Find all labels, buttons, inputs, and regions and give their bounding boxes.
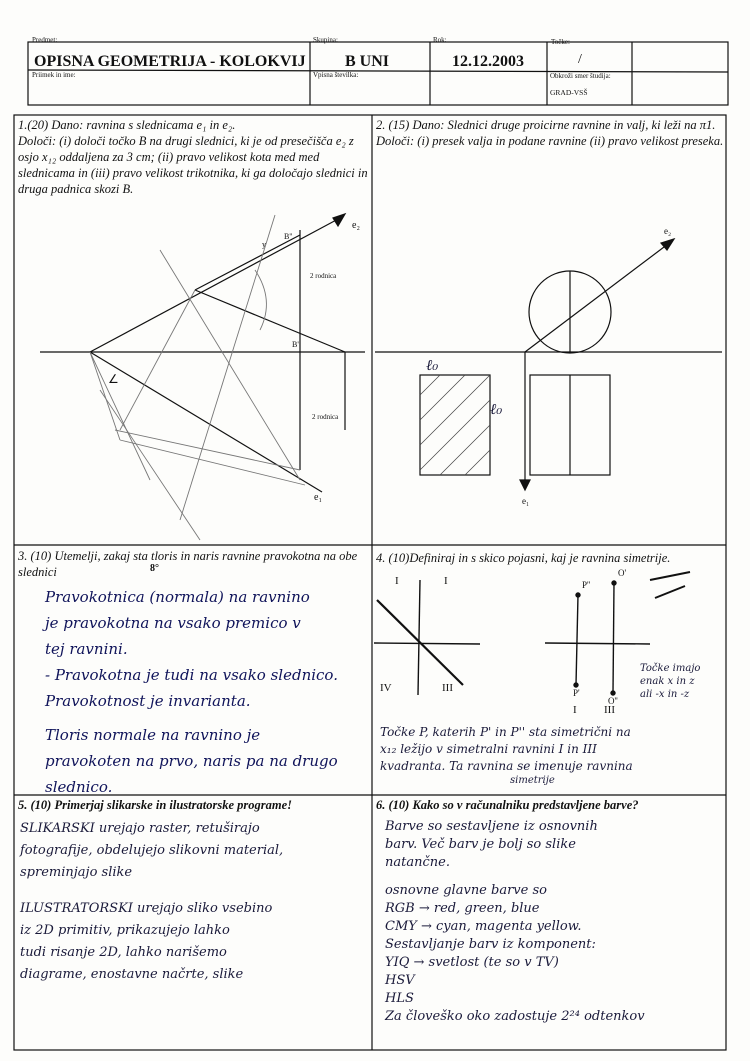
answer-5 [20,818,370,986]
label-point: O'' [608,696,618,706]
label-angle: ∠ [108,372,119,386]
answer-line: spreminjajo slike [20,865,133,880]
answer-4 [380,724,633,787]
answer-line: pravokoten na prvo, naris pa na drugo [45,752,338,770]
note-line: enak x in z [640,676,695,687]
group: B UNI [345,53,390,70]
label-quadrant: III [604,704,615,716]
label-quadrant: I [573,704,577,716]
course: GRAD-VSŠ [550,88,588,97]
label-point: P'' [582,580,591,590]
answer-line: simetrije [510,775,555,786]
course-label: Obkroži smer študija: [550,72,611,80]
subject-label: Predmet: [32,36,58,44]
answer-line: slednico. [45,778,113,796]
question-3: 3. (10) Utemelji, zakaj sta tloris in naris ravnine pravokotna na obe slednici [18,549,358,579]
term-label: Rok: [433,36,447,44]
label-e1: e₁ [314,492,322,503]
answer-line: Za človeško oko zadostuje 2²⁴ odtenkov [385,1009,645,1024]
label-e2: e₂ [352,220,360,231]
label-b2: B'' [284,232,293,241]
label-quadrant: IV [380,682,392,694]
answer-line: SLIKARSKI urejajo raster, retuširajo [20,821,260,836]
answer-line: fotografije, obdelujejo slikovni material, [20,843,284,858]
answer-line: Pravokotnost je invarianta. [45,692,251,710]
question-4: 4. (10)Definiraj in s skico pojasni, kaj je ravnina simetrije. [376,551,671,565]
label-point: O' [618,568,627,578]
answer-line: RGB → red, green, blue [385,901,540,916]
answer-line: kvadranta. Ta ravnina se imenuje ravnina [380,759,633,773]
label-e1: e₁ [522,496,530,506]
answer-line: iz 2D primitiv, prikazujejo lahko [20,923,230,938]
answer-line: osnovne glavne barve so [385,883,547,898]
label-quadrant: I [444,575,448,587]
note-line: ali -x in -z [640,689,690,700]
answer-line: barv. Več barv je bolj so slike [385,837,576,852]
answer-line: Pravokotnica (normala) na ravnino [45,588,310,606]
answer-6 [385,818,725,1026]
side-note [640,662,700,701]
question-6: 6. (10) Kako so v računalniku predstavljene barve? [376,798,639,812]
points-label: Točke: [551,38,570,46]
name-label: Priimek in ime: [32,71,76,79]
answer-line: x₁₂ ležijo v simetralni ravnini I in III [380,742,597,756]
label-y: y [262,240,266,249]
answer-line: CMY → cyan, magenta yellow. [385,919,582,934]
answer-3 [45,584,370,800]
answer-line: - Pravokotna je tudi na vsako slednico. [45,666,338,684]
answer-line: tudi risanje 2D, lahko narišemo [20,945,227,960]
label-quadrant: III [442,682,453,694]
question-5: 5. (10) Primerjaj slikarske in ilustratorske programe! [18,798,292,812]
answer-line: je pravokotna na vsako premico v [45,614,301,632]
points: / [578,52,582,67]
answer-line: HSV [385,973,415,988]
answer-line: Točke P, katerih P' in P'' sta simetrični na [380,725,631,739]
grade-mark: 8° [150,563,159,574]
answer-line: HLS [385,991,414,1006]
answer-line: Barve so sestavljene iz osnovnih [385,819,598,834]
label-e2: e₂ [664,226,672,236]
question-1: 1.(20) Dano: ravnina s slednicama e₁ in e₂. Določi: (i) določi točko B na drugi slednici, ki je od presečišča e₂ z osjo x₁₂ oddaljena za 3 cm; (ii) pravo velikost kota med med slednicama in (iii) pravo velikost trikotnika, ki ga določajo slednici in druga padnica skozi B. [18,118,368,196]
subject: OPISNA GEOMETRIJA - KOLOKVIJ [34,53,306,70]
note-2: 2 rodnica [312,413,339,421]
question-2: 2. (15) Dano: Slednici druge proicirne ravnine in valj, ki leži na π1. Določi: (i) presek valja in podane ravnine (ii) pravo velikost preseka. [376,118,724,148]
label-point: P' [573,688,580,698]
label-l0: ℓ₀ [426,356,439,374]
answer-line: YIQ → svetlost (te so v TV) [385,955,559,970]
label-quadrant: I [395,575,399,587]
group-label: Skupina: [313,36,338,44]
note-1: 2 rodnica [310,272,337,280]
label-b1: B' [292,340,299,349]
answer-line: tej ravnini. [45,640,128,658]
answer-line: natančne. [385,855,450,870]
label-l0: ℓ₀ [490,400,503,418]
id-label: Vpisna številka: [313,71,359,79]
note-line: Točke imajo [640,663,701,674]
term: 12.12.2003 [452,53,524,70]
answer-line: Sestavljanje barv iz komponent: [385,937,596,952]
answer-line: ILUSTRATORSKI urejajo sliko vsebino [20,901,273,916]
answer-line: Tloris normale na ravnino je [45,726,261,744]
answer-line: diagrame, enostavne načrte, slike [20,967,244,982]
